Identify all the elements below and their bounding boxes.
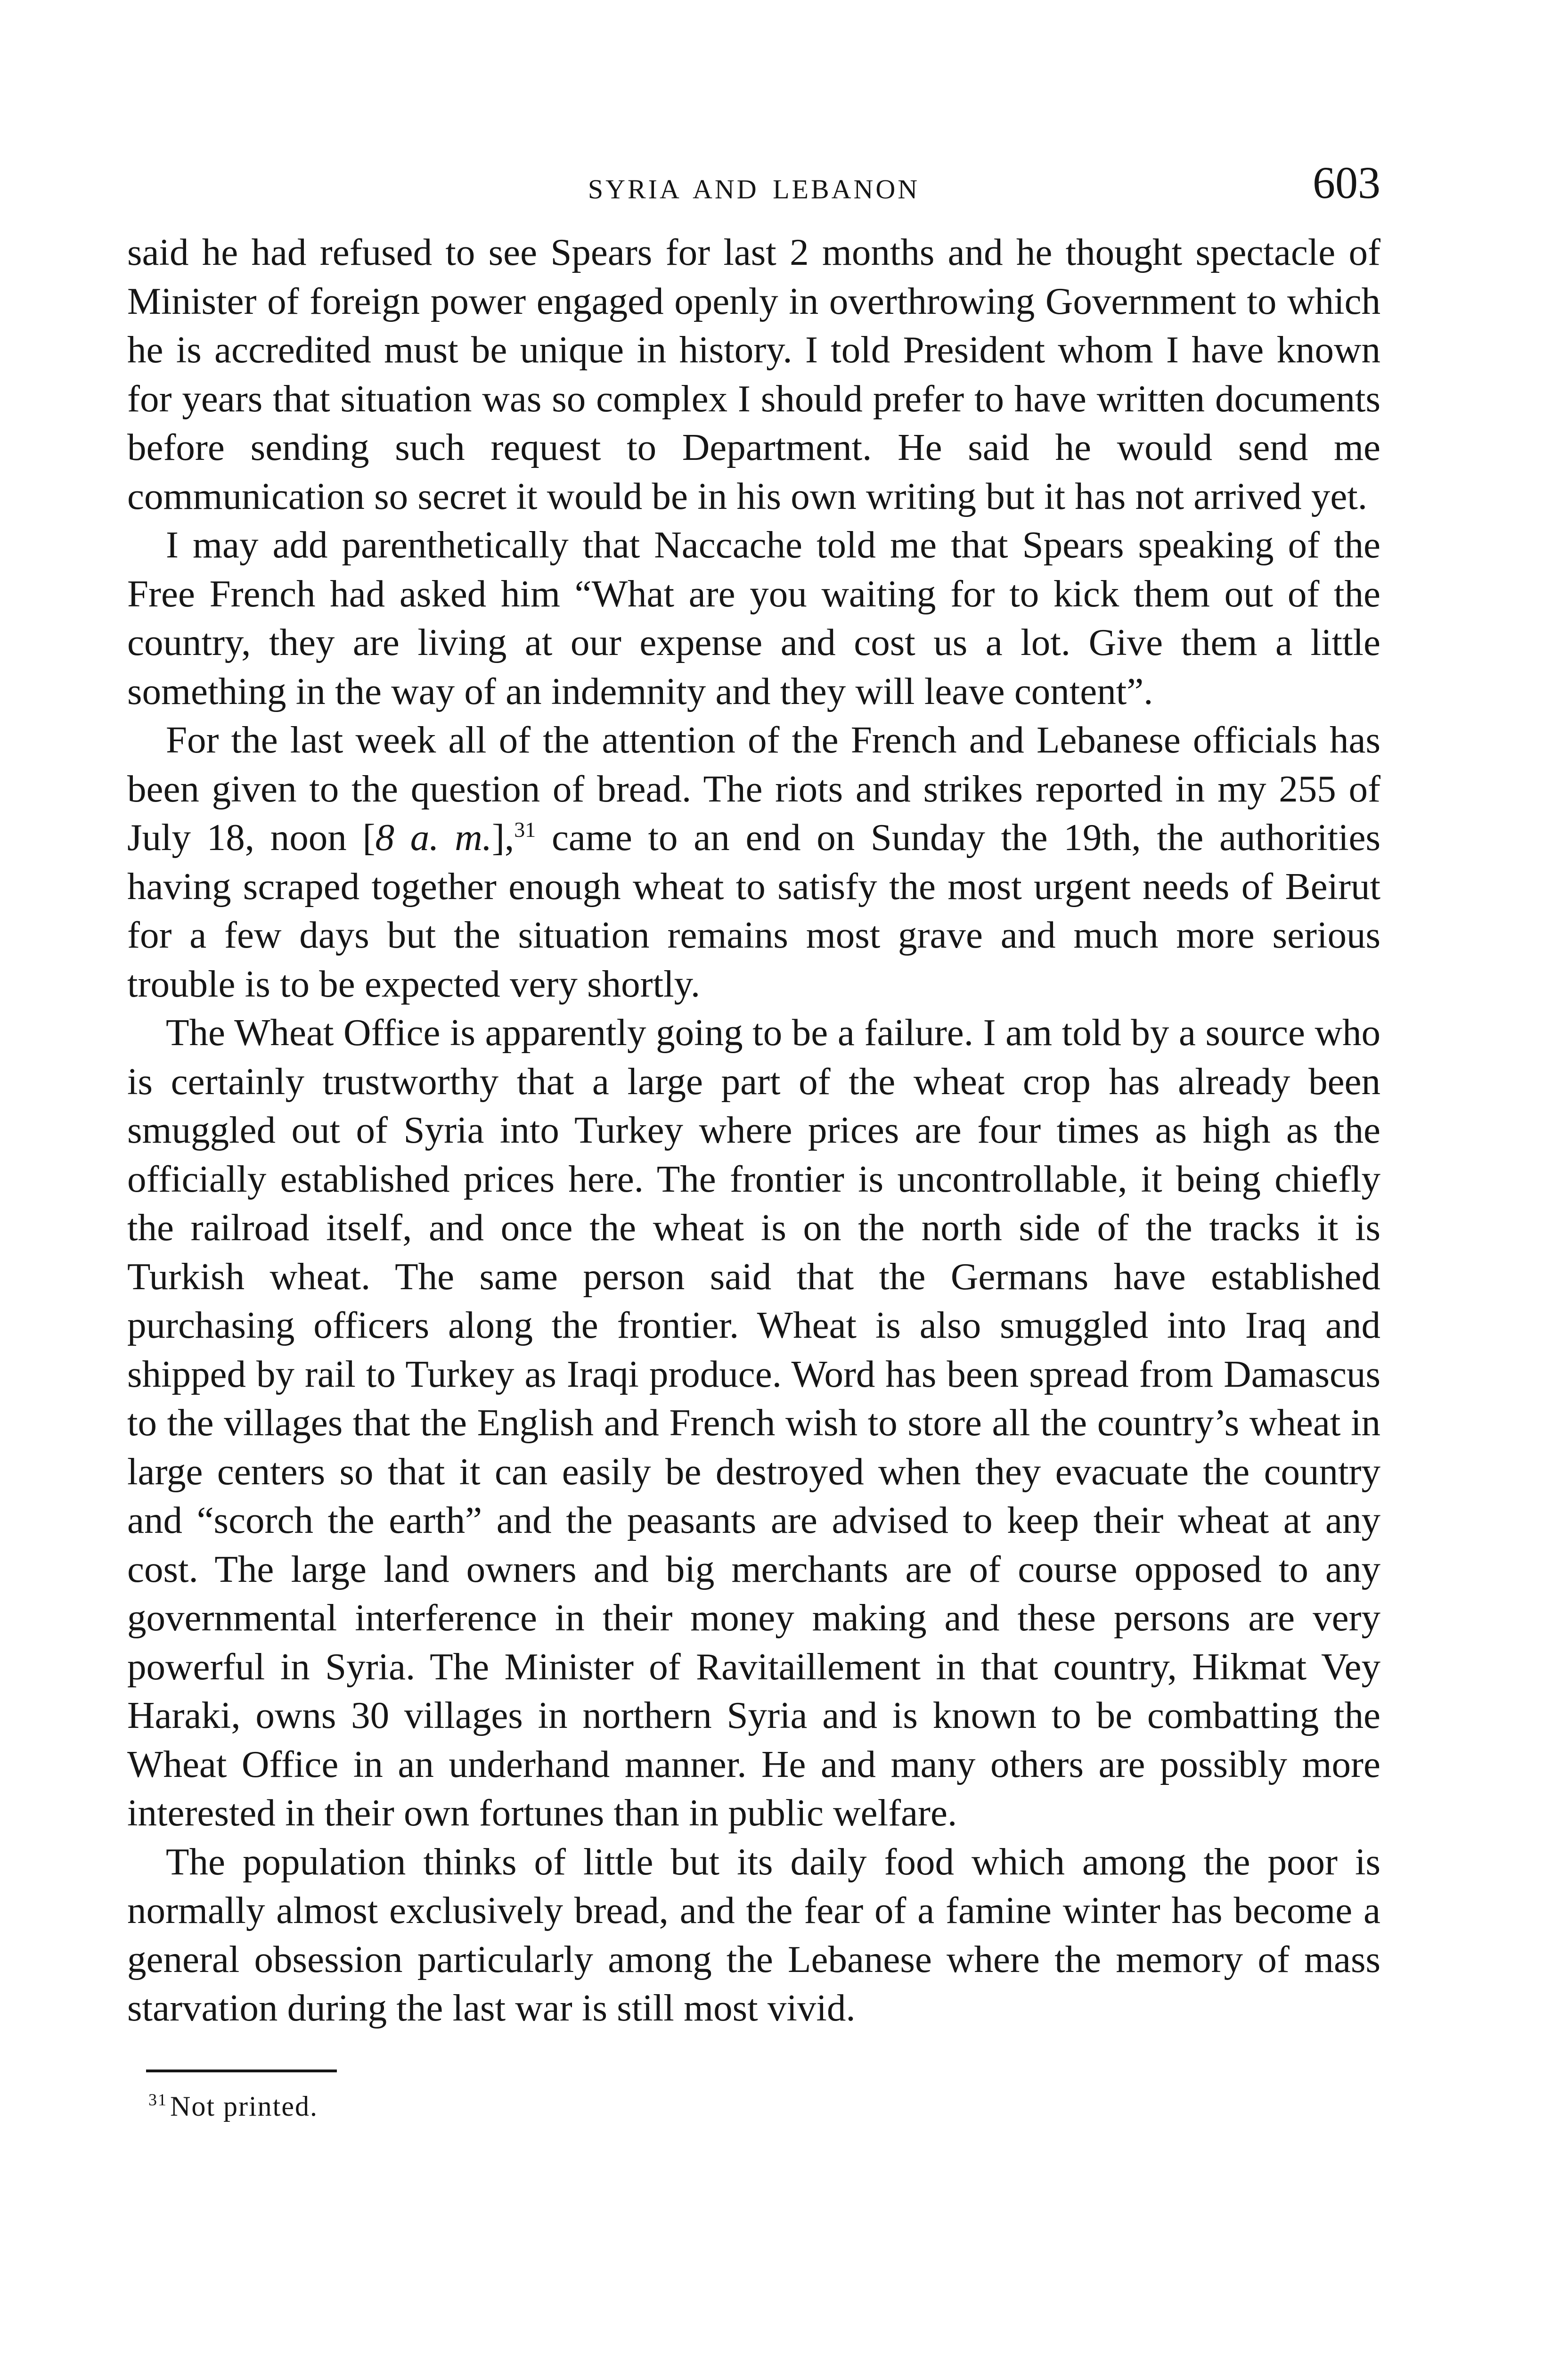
running-title: SYRIA AND LEBANON xyxy=(588,174,920,205)
footnote-text: Not printed. xyxy=(170,2090,318,2122)
text-run: ], xyxy=(491,816,514,859)
text-run: The population thinks of little but its daily food which among the poor is normally almost exclusively bread, and the fear of a famine winter has become a general obsession particularly among the Lebanese where the memory of mass starvation during the last war is still most vivid. xyxy=(127,1840,1380,2029)
text-run: For the last week all of the attention of the French and Lebanese officials has been given to the question of bread. The riots and strikes reported in my 255 of July 18, noon [ xyxy=(127,719,1380,859)
footnote-mark: 31 xyxy=(148,2090,167,2109)
paragraph xyxy=(127,1838,1380,2033)
text-run: The Wheat Office is apparently going to be a failure. I am told by a source who is certainly trustworthy that a large part of the wheat crop has already been smuggled out of Syria into Turkey where prices are four times as high as the officially established prices here. The frontier is uncontrollable, it being chiefly the railroad itself, and once the wheat is on the north side of the tracks it is Turkish wheat. The same person said that the Germans have established purchasing officers along the frontier. Wheat is also smuggled into Iraq and shipped by rail to Turkey as Iraqi produce. Word has been spread from Damascus to the villages that the English and French wish to store all the country’s wheat in large centers so that it can easily be destroyed when they evacuate the country and “scorch the earth” and the peasants are advised to keep their wheat at any cost. The large land owners and big merchants are of course opposed to any governmental interference in their money making and these persons are very powerful in Syria. The Minister of Ravitaillement in that country, Hikmat Vey Haraki, owns 30 villages in northern Syria and is known to be combatting the Wheat Office in an underhand manner. He and many others are possibly more interested in their own fortunes than in public welfare. xyxy=(127,1011,1380,1834)
body-text xyxy=(127,228,1380,2033)
italic-text: 8 a. m. xyxy=(375,816,492,859)
document-page xyxy=(127,157,1380,2123)
text-run: I may add parenthetically that Naccache told me that Spears speaking of the Free French had asked him “What are you waiting for to kick them out of the country, they are living at our expense and cost us a lot. Give them a little something in the way of an indemnity and they will leave content”. xyxy=(127,524,1380,712)
running-header xyxy=(127,157,1380,217)
text-run: came to an end on Sunday the 19th, the authorities having scraped together enough wheat to satisfy the most urgent needs of Beirut for a few days but the situation remains most grave and much more serious trouble is to be expected very shortly. xyxy=(127,816,1380,1005)
paragraph xyxy=(127,1008,1380,1838)
paragraph xyxy=(127,716,1380,1008)
paragraph xyxy=(127,521,1380,716)
footnote-reference: 31 xyxy=(514,818,536,842)
paragraph xyxy=(127,228,1380,521)
text-run: said he had refused to see Spears for last 2 months and he thought spectacle of Minister of foreign power engaged openly in overthrowing Government to which he is accredited must be unique in history. I told President whom I have known for years that situation was so complex I should prefer to have written documents before sending such request to Department. He said he would send me communication so secret it would be in his own writing but it has not arrived yet. xyxy=(127,231,1380,517)
footnote-rule xyxy=(146,2070,337,2072)
footnote xyxy=(148,2089,1380,2123)
page-number: 603 xyxy=(1313,157,1380,208)
